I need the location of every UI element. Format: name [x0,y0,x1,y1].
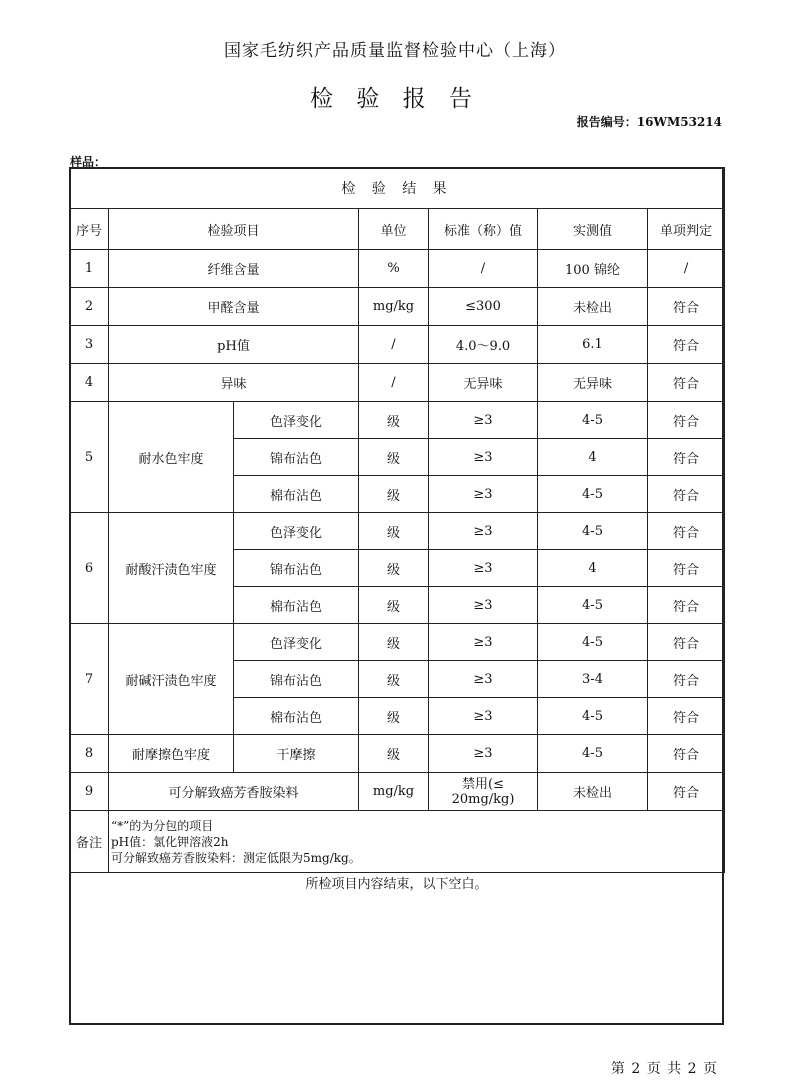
result-cell: 4-5 [538,624,648,661]
sub-item: 色泽变化 [234,624,359,661]
table-caption: 检 验 结 果 [70,168,725,209]
row-number: 9 [70,773,109,811]
standard-cell: ≥3 [429,402,538,439]
remark-line: 可分解致癌芳香胺染料：测定低限为5mg/kg。 [111,850,361,865]
result-cell: 6.1 [538,326,648,364]
report-number-label: 报告编号： [576,115,637,129]
result-cell: 未检出 [538,773,648,811]
standard-cell: ≤300 [429,288,538,326]
sub-item: 锦布沾色 [234,439,359,476]
test-item: 甲醛含量 [109,288,359,326]
verdict-cell: 符合 [648,773,725,811]
report-number [577,113,722,130]
verdict-cell: 符合 [648,364,725,402]
column-header: 检验项目 [109,209,359,250]
table-row [70,773,725,811]
column-header: 单位 [359,209,429,250]
unit-cell: mg/kg [359,288,429,326]
row-number: 8 [70,735,109,773]
table-row [70,250,725,288]
remark-line: “*”的为分包的项目 [111,818,214,833]
standard-cell: ≥3 [429,735,538,773]
result-cell: 100 锦纶 [538,250,648,288]
sub-item: 锦布沾色 [234,661,359,698]
result-cell: 4-5 [538,513,648,550]
unit-cell: 级 [359,513,429,550]
row-number: 2 [70,288,109,326]
remarks-label: 备注 [70,811,109,873]
results-table [69,167,725,873]
table-header-row [70,209,725,250]
verdict-cell: 符合 [648,513,725,550]
result-cell: 4-5 [538,698,648,735]
verdict-cell: 符合 [648,624,725,661]
table-row [70,364,725,402]
standard-cell: ≥3 [429,476,538,513]
column-header: 实测值 [538,209,648,250]
unit-cell: 级 [359,624,429,661]
test-item: 耐水色牢度 [109,402,234,513]
verdict-cell: 符合 [648,326,725,364]
test-item: 可分解致癌芳香胺染料 [109,773,359,811]
table-row [70,735,725,773]
test-item: 耐碱汗渍色牢度 [109,624,234,735]
report-title: 检 验 报 告 [310,86,480,112]
result-cell: 未检出 [538,288,648,326]
row-number: 4 [70,364,109,402]
result-cell: 4-5 [538,476,648,513]
test-item: 耐摩擦色牢度 [109,735,234,773]
test-item: 耐酸汗渍色牢度 [109,513,234,624]
row-number: 1 [70,250,109,288]
result-cell: 4 [538,439,648,476]
column-header: 序号 [70,209,109,250]
standard-cell: ≥3 [429,550,538,587]
sub-item: 棉布沾色 [234,476,359,513]
sub-item: 棉布沾色 [234,587,359,624]
verdict-cell: 符合 [648,476,725,513]
test-item: 纤维含量 [109,250,359,288]
standard-cell: 4.0～9.0 [429,326,538,364]
sub-item: 锦布沾色 [234,550,359,587]
remarks-body [109,811,725,873]
sub-item: 干摩擦 [234,735,359,773]
unit-cell: 级 [359,439,429,476]
standard-cell: 无异味 [429,364,538,402]
sub-item: 色泽变化 [234,513,359,550]
unit-cell: / [359,364,429,402]
test-item: 异味 [109,364,359,402]
page-footer: 第 2 页 共 2 页 [610,1061,718,1077]
standard-cell: ≥3 [429,624,538,661]
verdict-cell: 符合 [648,288,725,326]
verdict-cell: 符合 [648,550,725,587]
unit-cell: 级 [359,476,429,513]
unit-cell: 级 [359,587,429,624]
verdict-cell: 符合 [648,661,725,698]
remarks-row [70,811,725,873]
unit-cell: % [359,250,429,288]
row-number: 7 [70,624,109,735]
unit-cell: 级 [359,661,429,698]
standard-cell: ≥3 [429,661,538,698]
standard-cell: ≥3 [429,439,538,476]
result-cell: 4-5 [538,587,648,624]
row-number: 5 [70,402,109,513]
unit-cell: 级 [359,550,429,587]
unit-cell: mg/kg [359,773,429,811]
verdict-cell: 符合 [648,402,725,439]
standard-cell: ≥3 [429,698,538,735]
table-row [70,402,725,439]
verdict-cell: / [648,250,725,288]
unit-cell: 级 [359,735,429,773]
unit-cell: 级 [359,402,429,439]
table-row [70,326,725,364]
standard-line: 禁用(≤ [462,776,504,792]
column-header: 标准（称）值 [429,209,538,250]
table-row [70,624,725,661]
standard-cell: ≥3 [429,587,538,624]
row-number: 6 [70,513,109,624]
verdict-cell: 符合 [648,698,725,735]
result-cell: 4-5 [538,402,648,439]
row-number: 3 [70,326,109,364]
result-cell: 4 [538,550,648,587]
sample-label: 样品： [70,155,107,169]
result-cell: 无异味 [538,364,648,402]
organization-name: 国家毛纺织产品质量监督检验中心（上海） [224,41,566,61]
sub-item: 色泽变化 [234,402,359,439]
report-number-value: 16WM53214 [636,115,722,129]
verdict-cell: 符合 [648,735,725,773]
result-cell: 3-4 [538,661,648,698]
standard-line: 20mg/kg) [451,791,515,807]
unit-cell: / [359,326,429,364]
verdict-cell: 符合 [648,439,725,476]
table-row [70,513,725,550]
column-header: 单项判定 [648,209,725,250]
result-cell: 4-5 [538,735,648,773]
closing-statement: 所检项目内容结束，以下空白。 [305,877,488,892]
standard-cell: / [429,250,538,288]
sub-item: 棉布沾色 [234,698,359,735]
test-item: pH值 [109,326,359,364]
table-row [70,288,725,326]
unit-cell: 级 [359,698,429,735]
verdict-cell: 符合 [648,587,725,624]
remark-line: pH值：氯化钾溶液2h [111,834,229,849]
standard-cell: ≥3 [429,513,538,550]
standard-cell [429,773,538,811]
